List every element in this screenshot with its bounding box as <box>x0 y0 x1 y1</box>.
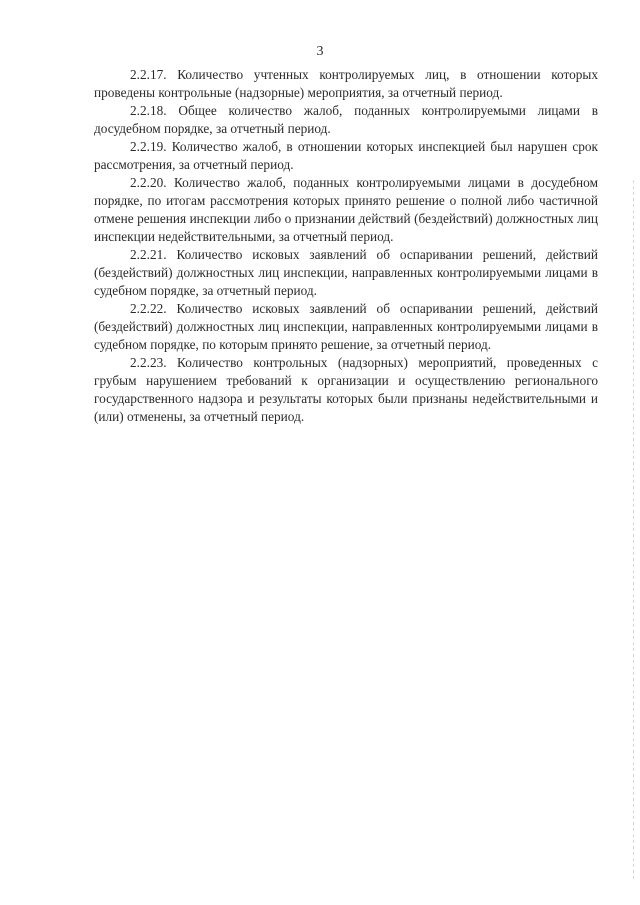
document-body <box>94 66 598 426</box>
paragraph-2-2-20: 2.2.20. Количество жалоб, поданных контролируемыми лицами в досудебном порядке, по итогам рассмотрения которых принято решение о полной либо частичной отмене решения инспекции либо о признании действий (бездействий) должностных лиц инспекции недействительными, за отчетный период. <box>94 175 598 244</box>
paragraph-2-2-17: 2.2.17. Количество учтенных контролируемых лиц, в отношении которых проведены контрольные (надзорные) мероприятия, за отчетный период. <box>94 67 598 100</box>
page-number: 3 <box>316 44 324 59</box>
paragraph-2-2-21: 2.2.21. Количество исковых заявлений об оспаривании решений, действий (бездействий) должностных лиц инспекции, направленных контролируемыми лицами в судебном порядке, за отчетный период. <box>94 247 598 298</box>
paragraph-2-2-19: 2.2.19. Количество жалоб, в отношении которых инспекцией был нарушен срок рассмотрения, за отчетный период. <box>94 139 598 172</box>
scan-edge-artifact <box>633 180 634 880</box>
paragraph-2-2-23: 2.2.23. Количество контрольных (надзорных) мероприятий, проведенных с грубым нарушением требований к организации и осуществлению регионального государственного надзора и результаты которых были признаны недействительными и (или) отменены, за отчетный период. <box>94 355 598 424</box>
paragraph-2-2-22: 2.2.22. Количество исковых заявлений об оспаривании решений, действий (бездействий) должностных лиц инспекции, направленных контролируемыми лицами в судебном порядке, по которым принято решение, за отчетный период. <box>94 301 598 352</box>
paragraph-2-2-18: 2.2.18. Общее количество жалоб, поданных контролируемыми лицами в досудебном порядке, за отчетный период. <box>94 103 598 136</box>
